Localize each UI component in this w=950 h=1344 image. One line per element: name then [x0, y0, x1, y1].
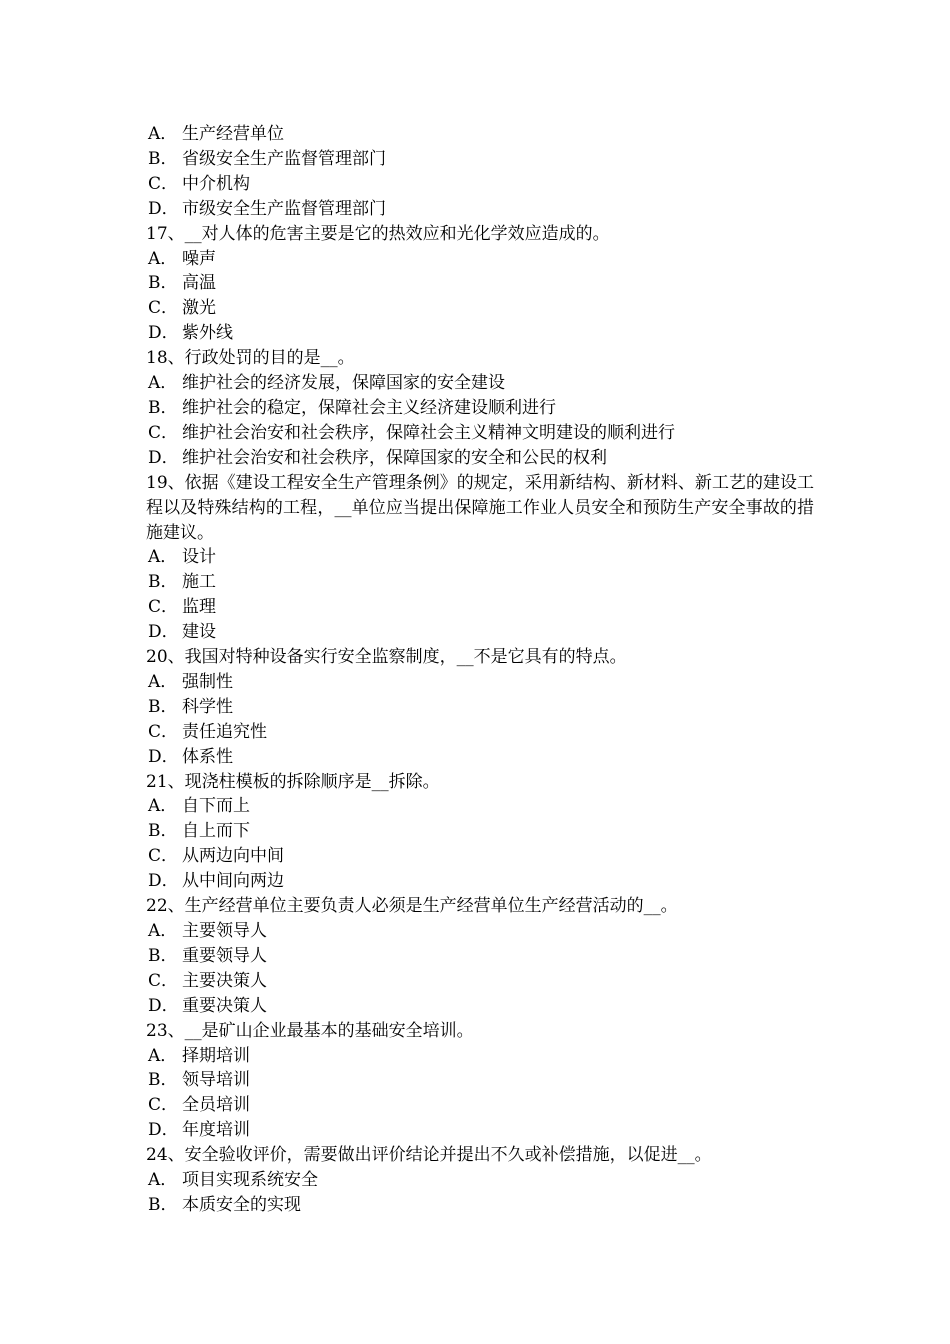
answer-option	[146, 844, 814, 869]
answer-option	[146, 147, 814, 172]
option-text: 生产经营单位	[182, 124, 284, 144]
option-letter: D．	[148, 198, 179, 219]
option-text: 主要决策人	[182, 970, 267, 991]
answer-option	[146, 720, 814, 745]
option-text: 本质安全的实现	[182, 1194, 301, 1215]
answer-option	[146, 1118, 814, 1143]
option-letter: C．	[148, 721, 179, 742]
option-letter: A．	[148, 921, 178, 941]
answer-option	[146, 321, 814, 346]
option-letter: A．	[148, 248, 178, 269]
option-text: 年度培训	[182, 1120, 250, 1141]
option-letter: D．	[148, 1120, 179, 1141]
answer-option	[146, 1068, 814, 1093]
option-text: 维护社会的稳定，保障社会主义经济建设顺利进行	[182, 397, 556, 418]
answer-option	[146, 1093, 814, 1118]
question-text: 24、安全验收评价，需要做出评价结论并提出不久或补偿措施，以促进__。	[146, 1145, 712, 1166]
option-letter: A．	[148, 1170, 178, 1191]
option-letter: A．	[148, 1045, 178, 1066]
answer-option	[146, 819, 814, 844]
option-text: 重要领导人	[182, 945, 267, 966]
document-page	[146, 122, 814, 1218]
option-letter: D．	[148, 871, 179, 892]
option-text: 科学性	[182, 696, 233, 717]
question-text: 21、现浇柱模板的拆除顺序是__拆除。	[146, 771, 440, 792]
question-text: 17、__对人体的危害主要是它的热效应和光化学效应造成的。	[146, 223, 610, 244]
option-letter: D．	[148, 746, 179, 767]
answer-option	[146, 396, 814, 421]
answer-option	[146, 1168, 814, 1193]
option-text: 重要决策人	[182, 995, 267, 1016]
answer-option	[146, 1193, 814, 1218]
answer-option	[146, 745, 814, 770]
answer-option	[146, 969, 814, 994]
option-letter: C．	[148, 970, 179, 991]
answer-option	[146, 944, 814, 969]
option-letter: C．	[148, 846, 179, 867]
option-text: 体系性	[182, 746, 233, 767]
option-text: 维护社会治安和社会秩序，保障国家的安全和公民的权利	[182, 447, 607, 468]
answer-option	[146, 371, 814, 396]
answer-option	[146, 197, 814, 222]
answer-option	[146, 570, 814, 595]
option-text: 中介机构	[182, 173, 250, 194]
option-letter: B．	[148, 572, 178, 593]
option-text: 领导培训	[182, 1070, 250, 1091]
option-text: 省级安全生产监督管理部门	[182, 148, 386, 169]
option-text: 建设	[182, 622, 216, 643]
option-letter: C．	[148, 422, 179, 443]
option-letter: C．	[148, 597, 179, 618]
answer-option	[146, 595, 814, 620]
option-text: 监理	[182, 597, 216, 618]
option-text: 紫外线	[182, 323, 233, 344]
option-letter: B．	[148, 397, 178, 418]
answer-option	[146, 247, 814, 272]
answer-option	[146, 919, 814, 944]
option-letter: C．	[148, 1095, 179, 1116]
answer-option	[146, 869, 814, 894]
option-letter: D．	[148, 622, 179, 643]
answer-option	[146, 670, 814, 695]
answer-option	[146, 421, 814, 446]
option-text: 择期培训	[182, 1045, 250, 1066]
option-letter: A．	[148, 796, 178, 817]
option-letter: C．	[148, 298, 179, 319]
answer-option	[146, 122, 814, 147]
question-text: 18、行政处罚的目的是__。	[146, 348, 355, 369]
option-text: 维护社会的经济发展，保障国家的安全建设	[182, 373, 505, 394]
question-text: 22、生产经营单位主要负责人必须是生产经营单位生产经营活动的__。	[146, 896, 678, 917]
answer-option	[146, 172, 814, 197]
answer-option	[146, 545, 814, 570]
option-letter: B．	[148, 1070, 178, 1091]
option-text: 从两边向中间	[182, 846, 284, 867]
option-text: 强制性	[182, 671, 233, 692]
question-text: 19、依据《建设工程安全生产管理条例》的规定，采用新结构、新材料、新工艺的建设工程以及特殊结构的工程，__单位应当提出保障施工作业人员安全和预防生产安全事故的措施建议。	[146, 472, 814, 543]
answer-option	[146, 620, 814, 645]
question-text: 20、我国对特种设备实行安全监察制度，__不是它具有的特点。	[146, 647, 627, 668]
option-letter: B．	[148, 1194, 178, 1215]
option-letter: D．	[148, 323, 179, 344]
option-text: 噪声	[182, 248, 216, 269]
option-text: 高温	[182, 273, 216, 294]
option-letter: B．	[148, 696, 178, 717]
answer-option	[146, 994, 814, 1019]
option-letter: A．	[148, 547, 178, 568]
option-letter: B．	[148, 821, 178, 842]
answer-option	[146, 1044, 814, 1069]
option-text: 维护社会治安和社会秩序，保障社会主义精神文明建设的顺利进行	[182, 422, 675, 443]
answer-option	[146, 271, 814, 296]
option-text: 施工	[182, 572, 216, 593]
option-letter: A．	[148, 124, 178, 144]
option-letter: B．	[148, 945, 178, 966]
option-text: 市级安全生产监督管理部门	[182, 198, 386, 219]
option-letter: A．	[148, 671, 178, 692]
option-letter: C．	[148, 173, 179, 194]
option-text: 主要领导人	[182, 921, 267, 941]
question-text: 23、__是矿山企业最基本的基础安全培训。	[146, 1020, 474, 1041]
option-text: 自下而上	[182, 796, 250, 817]
option-text: 自上而下	[182, 821, 250, 842]
option-text: 从中间向两边	[182, 871, 284, 892]
option-text: 设计	[182, 547, 216, 568]
option-letter: B．	[148, 273, 178, 294]
option-text: 项目实现系统安全	[182, 1170, 318, 1191]
option-letter: A．	[148, 373, 178, 394]
option-letter: D．	[148, 995, 179, 1016]
option-text: 激光	[182, 298, 216, 319]
option-letter: D．	[148, 447, 179, 468]
answer-option	[146, 794, 814, 819]
answer-option	[146, 296, 814, 321]
option-text: 责任追究性	[182, 721, 267, 742]
answer-option	[146, 695, 814, 720]
option-letter: B．	[148, 148, 178, 169]
answer-option	[146, 446, 814, 471]
option-text: 全员培训	[182, 1095, 250, 1116]
